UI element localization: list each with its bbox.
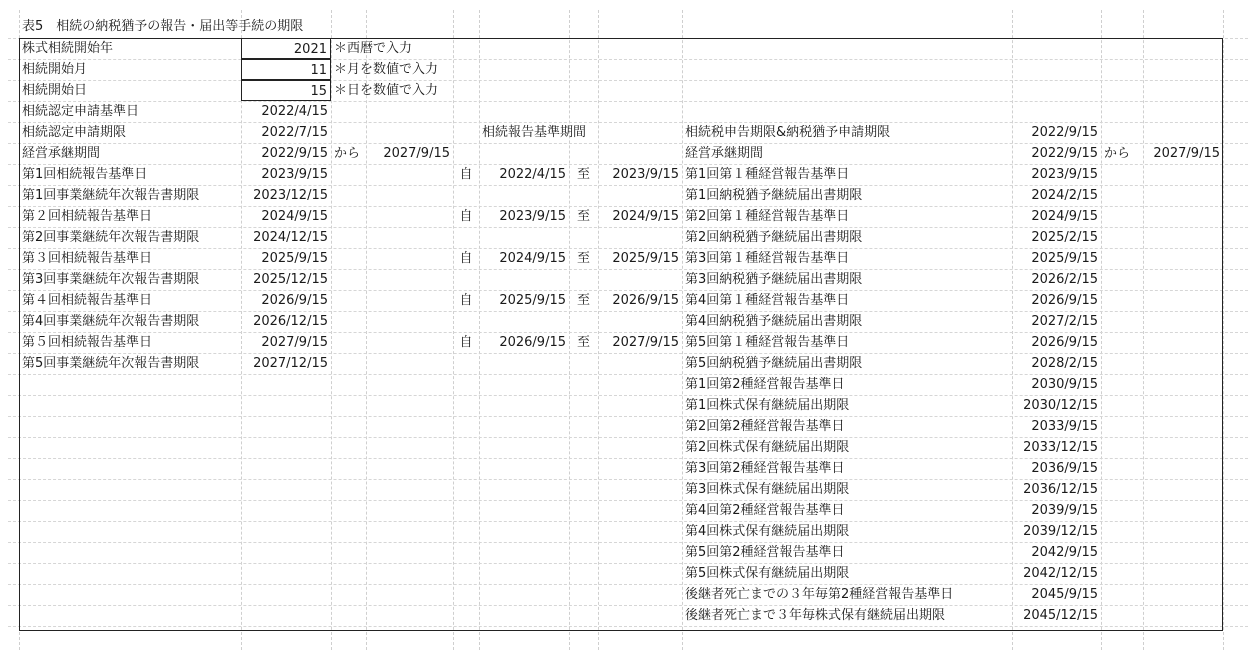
left-row-value: 2027/12/15 bbox=[253, 356, 328, 371]
sheet-title: 表5 相続の納税猶予の報告・届出等手続の期限 bbox=[22, 19, 304, 34]
right-row-label: 第3回株式保有継続届出期限 bbox=[685, 482, 850, 497]
keiei-right-kara: から bbox=[1104, 146, 1131, 161]
left-row-value: 2026/9/15 bbox=[261, 293, 328, 308]
grid-line bbox=[569, 10, 570, 650]
nintei-kijun-label: 相続認定申請基準日 bbox=[22, 104, 140, 119]
period-from: 2025/9/15 bbox=[499, 293, 566, 308]
right-row-label: 第2回第2種経営報告基準日 bbox=[685, 419, 845, 434]
grid-line bbox=[1143, 10, 1144, 650]
start-year-input[interactable]: 2021 bbox=[241, 38, 331, 59]
nintei-kijun-value: 2022/4/15 bbox=[261, 104, 328, 119]
right-row-value: 2026/2/15 bbox=[1031, 272, 1098, 287]
start-month-input[interactable]: 11 bbox=[241, 59, 331, 80]
right-row-value: 2026/9/15 bbox=[1031, 335, 1098, 350]
period-from: 2022/4/15 bbox=[499, 167, 566, 182]
right-row-label: 第5回株式保有継続届出期限 bbox=[685, 566, 850, 581]
left-row-value: 2027/9/15 bbox=[261, 335, 328, 350]
left-row-label: 第5回事業継続年次報告書期限 bbox=[22, 356, 200, 371]
grid-line bbox=[479, 10, 480, 650]
start-day-note: ＊日を数値で入力 bbox=[334, 83, 439, 98]
period-itaru: 至 bbox=[576, 251, 590, 266]
period-ji: 自 bbox=[459, 335, 473, 350]
start-month-note: ＊月を数値で入力 bbox=[334, 62, 439, 77]
start-year-label: 株式相続開始年 bbox=[22, 41, 114, 56]
right-row-label: 第1回株式保有継続届出期限 bbox=[685, 398, 850, 413]
right-row-value: 2024/2/15 bbox=[1031, 188, 1098, 203]
period-to: 2026/9/15 bbox=[612, 293, 679, 308]
grid-line bbox=[598, 10, 599, 650]
left-row-value: 2026/12/15 bbox=[253, 314, 328, 329]
right-row-value: 2027/2/15 bbox=[1031, 314, 1098, 329]
period-from: 2024/9/15 bbox=[499, 251, 566, 266]
keiei-left-to: 2027/9/15 bbox=[383, 146, 450, 161]
right-row-value: 2025/2/15 bbox=[1031, 230, 1098, 245]
grid-line bbox=[366, 10, 367, 650]
left-row-label: 第1回事業継続年次報告書期限 bbox=[22, 188, 200, 203]
right-row-value: 2024/9/15 bbox=[1031, 209, 1098, 224]
right-row-value: 2025/9/15 bbox=[1031, 251, 1098, 266]
left-row-label: 第４回相続報告基準日 bbox=[22, 293, 153, 308]
right-row-value: 2026/9/15 bbox=[1031, 293, 1098, 308]
keiei-right-from: 2022/9/15 bbox=[1031, 146, 1098, 161]
right-row-label: 後継者死亡までの３年毎第2種経営報告基準日 bbox=[685, 587, 954, 602]
right-row-value: 2030/9/15 bbox=[1031, 377, 1098, 392]
period-ji: 自 bbox=[459, 293, 473, 308]
left-row-label: 第３回相続報告基準日 bbox=[22, 251, 153, 266]
period-to: 2024/9/15 bbox=[612, 209, 679, 224]
period-to: 2023/9/15 bbox=[612, 167, 679, 182]
left-row-value: 2024/9/15 bbox=[261, 209, 328, 224]
left-row-value: 2024/12/15 bbox=[253, 230, 328, 245]
grid-line bbox=[1101, 10, 1102, 650]
right-row-label: 第5回納税猶予継続届出書期限 bbox=[685, 356, 863, 371]
mid-header: 相続報告基準期間 bbox=[482, 125, 587, 140]
keiei-left-from: 2022/9/15 bbox=[261, 146, 328, 161]
keiei-right-label: 経営承継期間 bbox=[685, 146, 764, 161]
right-row-label: 第2回第１種経営報告基準日 bbox=[685, 209, 850, 224]
right-row-label: 第1回第2種経営報告基準日 bbox=[685, 377, 845, 392]
right-row-label: 第5回第2種経営報告基準日 bbox=[685, 545, 845, 560]
right-row-value: 2039/9/15 bbox=[1031, 503, 1098, 518]
right-row-value: 2033/12/15 bbox=[1023, 440, 1098, 455]
period-itaru: 至 bbox=[576, 335, 590, 350]
grid-line bbox=[1223, 10, 1224, 650]
left-row-value: 2023/9/15 bbox=[261, 167, 328, 182]
right-row-label: 第4回第2種経営報告基準日 bbox=[685, 503, 845, 518]
start-month-label: 相続開始月 bbox=[22, 62, 88, 77]
period-to: 2027/9/15 bbox=[612, 335, 679, 350]
nintei-kigen-label: 相続認定申請期限 bbox=[22, 125, 127, 140]
right-row-value: 2036/12/15 bbox=[1023, 482, 1098, 497]
left-row-label: 第2回事業継続年次報告書期限 bbox=[22, 230, 200, 245]
right-row-label: 第4回納税猶予継続届出書期限 bbox=[685, 314, 863, 329]
period-from: 2023/9/15 bbox=[499, 209, 566, 224]
period-itaru: 至 bbox=[576, 209, 590, 224]
left-row-label: 第4回事業継続年次報告書期限 bbox=[22, 314, 200, 329]
left-row-label: 第3回事業継続年次報告書期限 bbox=[22, 272, 200, 287]
right-row-value: 2036/9/15 bbox=[1031, 461, 1098, 476]
period-itaru: 至 bbox=[576, 167, 590, 182]
right-row-label: 第1回納税猶予継続届出書期限 bbox=[685, 188, 863, 203]
left-row-label: 第５回相続報告基準日 bbox=[22, 335, 153, 350]
right-row-label: 第3回第１種経営報告基準日 bbox=[685, 251, 850, 266]
right-row-label: 第1回第１種経営報告基準日 bbox=[685, 167, 850, 182]
keiei-left-label: 経営承継期間 bbox=[22, 146, 101, 161]
period-ji: 自 bbox=[459, 209, 473, 224]
right-header-label: 相続税申告期限&納税猶予申請期限 bbox=[685, 125, 891, 140]
left-row-value: 2025/9/15 bbox=[261, 251, 328, 266]
period-itaru: 至 bbox=[576, 293, 590, 308]
period-ji: 自 bbox=[459, 251, 473, 266]
right-row-value: 2033/9/15 bbox=[1031, 419, 1098, 434]
right-row-label: 第4回株式保有継続届出期限 bbox=[685, 524, 850, 539]
keiei-left-kara: から bbox=[334, 146, 361, 161]
right-row-label: 第4回第１種経営報告基準日 bbox=[685, 293, 850, 308]
right-row-label: 第3回納税猶予継続届出書期限 bbox=[685, 272, 863, 287]
start-day-label: 相続開始日 bbox=[22, 83, 88, 98]
right-row-value: 2023/9/15 bbox=[1031, 167, 1098, 182]
nintei-kigen-value: 2022/7/15 bbox=[261, 125, 328, 140]
right-row-value: 2030/12/15 bbox=[1023, 398, 1098, 413]
grid-row-line bbox=[8, 626, 1248, 627]
left-row-label: 第1回相続報告基準日 bbox=[22, 167, 148, 182]
right-row-value: 2045/9/15 bbox=[1031, 587, 1098, 602]
right-row-label: 第2回株式保有継続届出期限 bbox=[685, 440, 850, 455]
start-year-note: ＊西暦で入力 bbox=[334, 41, 413, 56]
period-ji: 自 bbox=[459, 167, 473, 182]
start-day-input[interactable]: 15 bbox=[241, 80, 331, 101]
right-row-value: 2045/12/15 bbox=[1023, 608, 1098, 623]
period-from: 2026/9/15 bbox=[499, 335, 566, 350]
right-row-value: 2039/12/15 bbox=[1023, 524, 1098, 539]
right-row-value: 2028/2/15 bbox=[1031, 356, 1098, 371]
right-row-label: 後継者死亡まで３年毎株式保有継続届出期限 bbox=[685, 608, 946, 623]
right-row-label: 第5回第１種経営報告基準日 bbox=[685, 335, 850, 350]
right-header-value: 2022/9/15 bbox=[1031, 125, 1098, 140]
right-row-value: 2042/12/15 bbox=[1023, 566, 1098, 581]
grid-line bbox=[331, 10, 332, 650]
grid-line bbox=[453, 10, 454, 650]
left-row-label: 第２回相続報告基準日 bbox=[22, 209, 153, 224]
right-row-label: 第3回第2種経営報告基準日 bbox=[685, 461, 845, 476]
right-row-value: 2042/9/15 bbox=[1031, 545, 1098, 560]
left-row-value: 2023/12/15 bbox=[253, 188, 328, 203]
right-row-label: 第2回納税猶予継続届出書期限 bbox=[685, 230, 863, 245]
left-row-value: 2025/12/15 bbox=[253, 272, 328, 287]
keiei-right-to: 2027/9/15 bbox=[1153, 146, 1220, 161]
period-to: 2025/9/15 bbox=[612, 251, 679, 266]
